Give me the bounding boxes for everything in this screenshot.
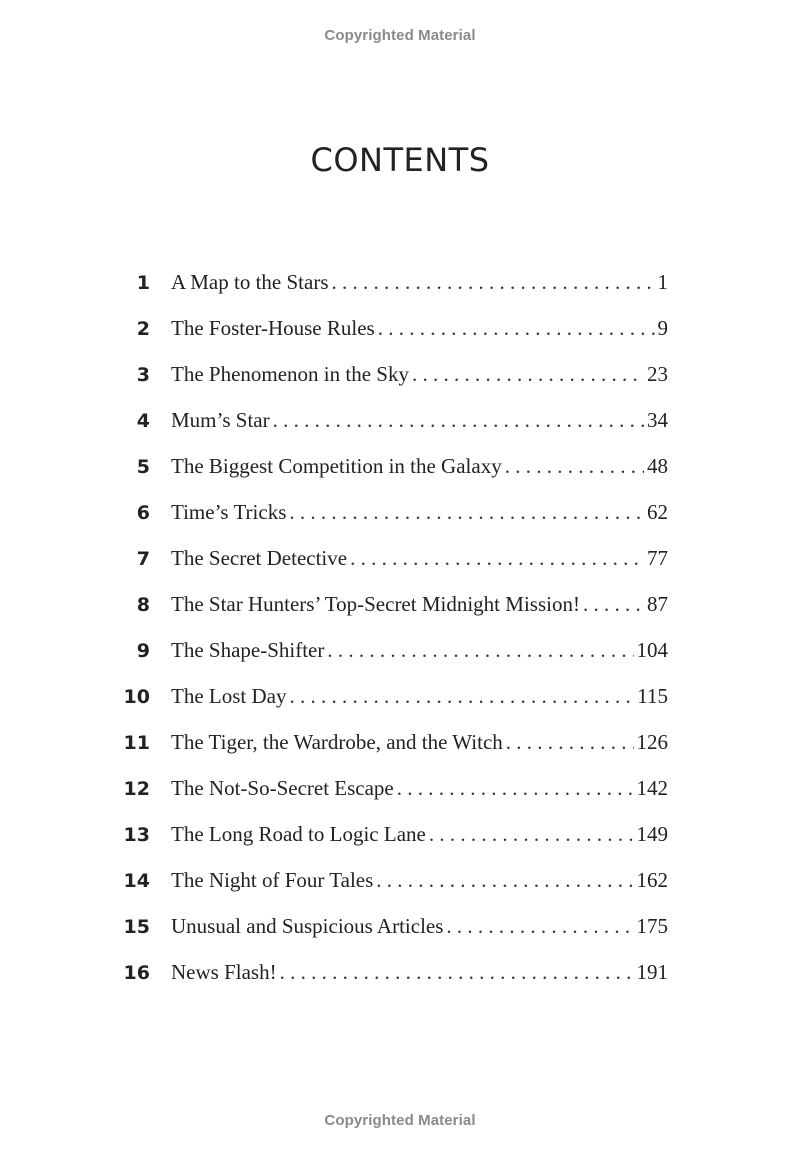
toc-entry[interactable] bbox=[0, 814, 800, 860]
page-number: 175 bbox=[636, 914, 668, 938]
dot-leader bbox=[378, 316, 655, 341]
toc-entry[interactable] bbox=[0, 538, 800, 584]
dot-leader bbox=[332, 270, 655, 295]
dot-leader bbox=[412, 362, 644, 387]
toc-entry[interactable] bbox=[0, 768, 800, 814]
chapter-number: 10 bbox=[123, 686, 150, 708]
chapter-title: The Night of Four Tales bbox=[171, 868, 374, 892]
dot-leader bbox=[397, 776, 634, 801]
copyright-watermark-top: Copyrighted Material bbox=[324, 27, 476, 44]
chapter-number: 5 bbox=[136, 456, 150, 478]
toc-entry[interactable] bbox=[0, 630, 800, 676]
toc-entry[interactable] bbox=[0, 446, 800, 492]
chapter-title: News Flash! bbox=[171, 960, 277, 984]
chapter-number: 11 bbox=[123, 732, 150, 754]
chapter-title: Unusual and Suspicious Articles bbox=[171, 914, 444, 938]
chapter-number: 9 bbox=[136, 640, 150, 662]
dot-leader bbox=[506, 730, 634, 755]
chapter-number: 12 bbox=[123, 778, 150, 800]
page-number: 115 bbox=[637, 684, 668, 708]
page-number: 48 bbox=[647, 454, 668, 478]
toc-entry[interactable] bbox=[0, 584, 800, 630]
toc-entry[interactable] bbox=[0, 400, 800, 446]
dot-leader bbox=[429, 822, 634, 847]
chapter-number: 2 bbox=[136, 318, 150, 340]
chapter-number: 8 bbox=[136, 594, 150, 616]
dot-leader bbox=[289, 684, 634, 709]
toc-entry[interactable] bbox=[0, 354, 800, 400]
chapter-number: 16 bbox=[123, 962, 150, 984]
toc-entry[interactable] bbox=[0, 308, 800, 354]
page-number: 34 bbox=[647, 408, 668, 432]
toc-entry[interactable] bbox=[0, 906, 800, 952]
toc-entry[interactable] bbox=[0, 676, 800, 722]
toc-entry[interactable] bbox=[0, 722, 800, 768]
page-number: 62 bbox=[647, 500, 668, 524]
dot-leader bbox=[273, 408, 644, 433]
chapter-title: Mum’s Star bbox=[171, 408, 270, 432]
page-number: 104 bbox=[636, 638, 668, 662]
chapter-number: 1 bbox=[136, 272, 150, 294]
page-number: 87 bbox=[647, 592, 668, 616]
chapter-title: The Secret Detective bbox=[171, 546, 348, 570]
dot-leader bbox=[583, 592, 644, 617]
toc-entry[interactable] bbox=[0, 952, 800, 998]
page-number: 1 bbox=[657, 270, 668, 294]
chapter-title: A Map to the Stars bbox=[171, 270, 329, 294]
chapter-title: The Long Road to Logic Lane bbox=[171, 822, 426, 846]
chapter-number: 4 bbox=[136, 410, 150, 432]
dot-leader bbox=[327, 638, 633, 663]
page-number: 9 bbox=[657, 316, 668, 340]
toc-entry[interactable] bbox=[0, 492, 800, 538]
chapter-number: 13 bbox=[123, 824, 150, 846]
page-title: CONTENTS bbox=[310, 141, 490, 179]
page-number: 191 bbox=[636, 960, 668, 984]
chapter-number: 3 bbox=[136, 364, 150, 386]
chapter-number: 6 bbox=[136, 502, 150, 524]
dot-leader bbox=[505, 454, 644, 479]
page-number: 149 bbox=[636, 822, 668, 846]
chapter-title: The Biggest Competition in the Galaxy bbox=[171, 454, 502, 478]
chapter-number: 14 bbox=[123, 870, 150, 892]
chapter-title: The Shape-Shifter bbox=[171, 638, 325, 662]
chapter-number: 15 bbox=[123, 916, 150, 938]
toc-entry[interactable] bbox=[0, 860, 800, 906]
dot-leader bbox=[446, 914, 633, 939]
page-number: 77 bbox=[647, 546, 668, 570]
dot-leader bbox=[280, 960, 634, 985]
dot-leader bbox=[289, 500, 644, 525]
chapter-number: 7 bbox=[136, 548, 150, 570]
chapter-title: The Not-So-Secret Escape bbox=[171, 776, 394, 800]
toc-entry[interactable] bbox=[0, 262, 800, 308]
chapter-title: The Tiger, the Wardrobe, and the Witch bbox=[171, 730, 503, 754]
chapter-title: The Star Hunters’ Top-Secret Midnight Mission! bbox=[171, 592, 580, 616]
chapter-title: The Foster-House Rules bbox=[171, 316, 375, 340]
page-number: 142 bbox=[636, 776, 668, 800]
page-number: 23 bbox=[647, 362, 668, 386]
dot-leader bbox=[376, 868, 633, 893]
chapter-title: The Lost Day bbox=[171, 684, 287, 708]
chapter-title: The Phenomenon in the Sky bbox=[171, 362, 409, 386]
page-number: 126 bbox=[636, 730, 668, 754]
copyright-watermark-bottom: Copyrighted Material bbox=[324, 1112, 476, 1129]
chapter-title: Time’s Tricks bbox=[171, 500, 287, 524]
dot-leader bbox=[350, 546, 644, 571]
page-number: 162 bbox=[636, 868, 668, 892]
